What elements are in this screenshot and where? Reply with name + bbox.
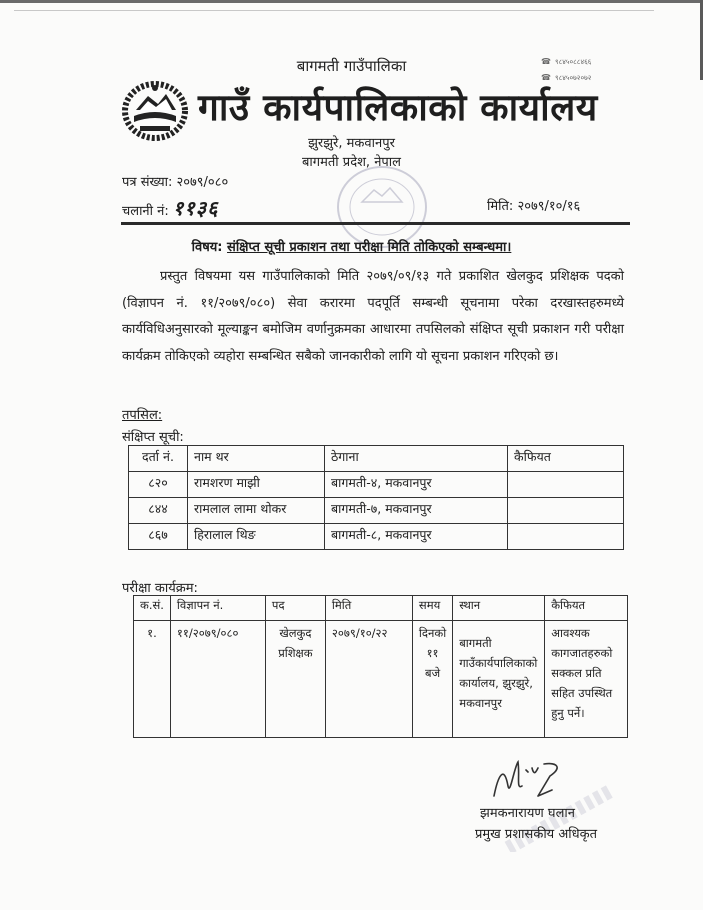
registration-number: ८२० (129, 472, 188, 498)
candidate-address: बागमती-७, मकवानपुर (325, 498, 508, 524)
column-header: समय (412, 596, 452, 621)
serial-number: १. (134, 621, 171, 738)
exam-schedule-heading: परीक्षा कार्यक्रम: (122, 581, 198, 596)
column-header: नाम थर (188, 446, 325, 472)
signatory-designation: प्रमुख प्रशासकीय अधिकृत (475, 827, 598, 842)
signatory-name: झमकनारायण घलान (480, 806, 576, 821)
letter-number-value: २०७९/०८० (176, 175, 229, 190)
exam-remarks: आवश्यक कागजातहरुको सक्कल प्रति सहित उपस्थित हुनु पर्ने। (545, 621, 628, 738)
candidate-address: बागमती-८, मकवानपुर (325, 524, 508, 550)
telephone-icon: ☎ (541, 57, 551, 66)
column-header: स्थान (453, 596, 545, 621)
subject-line (0, 237, 703, 255)
table-row (129, 524, 624, 550)
column-header: कैफियत (508, 446, 624, 472)
shortlist-table (128, 445, 624, 550)
letter-date (487, 196, 580, 214)
exam-venue: बागमती गाउँकार्यपालिकाको कार्यालय, झुरझुरे, मकवानपुर (453, 621, 545, 738)
column-header: मिति (325, 596, 412, 621)
letter-number-label: पत्र संख्या: (122, 175, 173, 190)
column-header: दर्ता नं. (129, 446, 188, 472)
shortlist-heading: संक्षिप्त सूची: (122, 430, 184, 445)
phone-number: ९८४५०८८४६६ (554, 58, 592, 66)
scan-edge-top (0, 0, 703, 3)
dispatch-number-value: ११३६ (172, 196, 219, 220)
table-row (129, 472, 624, 498)
body-paragraph: प्रस्तुत विषयमा यस गाउँपालिकाको मिति २०७९/०९/१३ गते प्रकाशित खेलकुद प्रशिक्षक पदको (विज्ञापन नं. ११/२०७९/०८०) सेवा करारमा पदपूर्ति सम्बन्धी सूचनामा परेका दरखास्तहरुमध्ये कार्यविधिअनुसारको मूल्याङ्कन बमोजिम वर्णानुक्रमका आधारमा तपसिलको संक्षिप्त सूची प्रकाशन गरी परीक्षा कार्यक्रम तोकिएको व्यहोरा सम्बन्धित सबैको जानकारीको लागि यो सूचना प्रकाशन गरिएको छ। (122, 269, 624, 364)
phone-2 (541, 73, 591, 83)
letter-number (122, 172, 228, 190)
dispatch-number-label: चलानी नं: (122, 204, 169, 219)
address-line-2: बागमती प्रदेश, नेपाल (302, 155, 401, 170)
column-header: कैफियत (545, 596, 628, 621)
date-label: मिति: (487, 199, 514, 214)
exam-date: २०७९/१०/२२ (325, 621, 412, 738)
candidate-name: रामशरण माझी (188, 472, 325, 498)
table-header-row (129, 446, 624, 472)
telephone-icon: ☎ (541, 73, 551, 82)
subject-text: संक्षिप्त सूची प्रकाशन तथा परीक्षा मिति तोकिएको सम्बन्धमा। (227, 240, 512, 255)
candidate-name: हिरालाल थिङ (188, 524, 325, 550)
address-line-1: झुरझुरे, मकवानपुर (308, 136, 395, 151)
table-row (129, 498, 624, 524)
header-divider (121, 222, 630, 225)
candidate-address: बागमती-४, मकवानपुर (325, 472, 508, 498)
exam-time: दिनको ११ बजे (412, 621, 452, 738)
remarks (508, 524, 624, 550)
remarks (508, 498, 624, 524)
registration-number: ८६७ (129, 524, 188, 550)
column-header: पद (265, 596, 325, 621)
phone-1 (541, 57, 591, 67)
office-title: गाउँ कार्यपालिकाको कार्यालय (198, 86, 598, 129)
subject-label: विषय: (191, 240, 223, 255)
registration-number: ८४४ (129, 498, 188, 524)
scan-line (14, 10, 654, 11)
column-header: विज्ञापन नं. (170, 596, 265, 621)
column-header: ठेगाना (325, 446, 508, 472)
advertisement-number: ११/२०७९/०८० (170, 621, 265, 738)
post: खेलकुद प्रशिक्षक (265, 621, 325, 738)
dispatch-number (122, 194, 219, 221)
body-paragraph-block (122, 264, 624, 370)
table-header-row (134, 596, 628, 621)
org-name: बागमती गाउँपालिका (296, 57, 407, 75)
table-row (134, 621, 628, 738)
phone-number: ९८४५०७२०७२ (554, 74, 592, 82)
exam-schedule-table (133, 595, 628, 738)
date-value: २०७९/१०/१६ (517, 199, 581, 214)
candidate-name: रामलाल लामा थोकर (188, 498, 325, 524)
details-heading: तपसिल: (122, 408, 163, 423)
column-header: क.सं. (134, 596, 171, 621)
remarks (508, 472, 624, 498)
